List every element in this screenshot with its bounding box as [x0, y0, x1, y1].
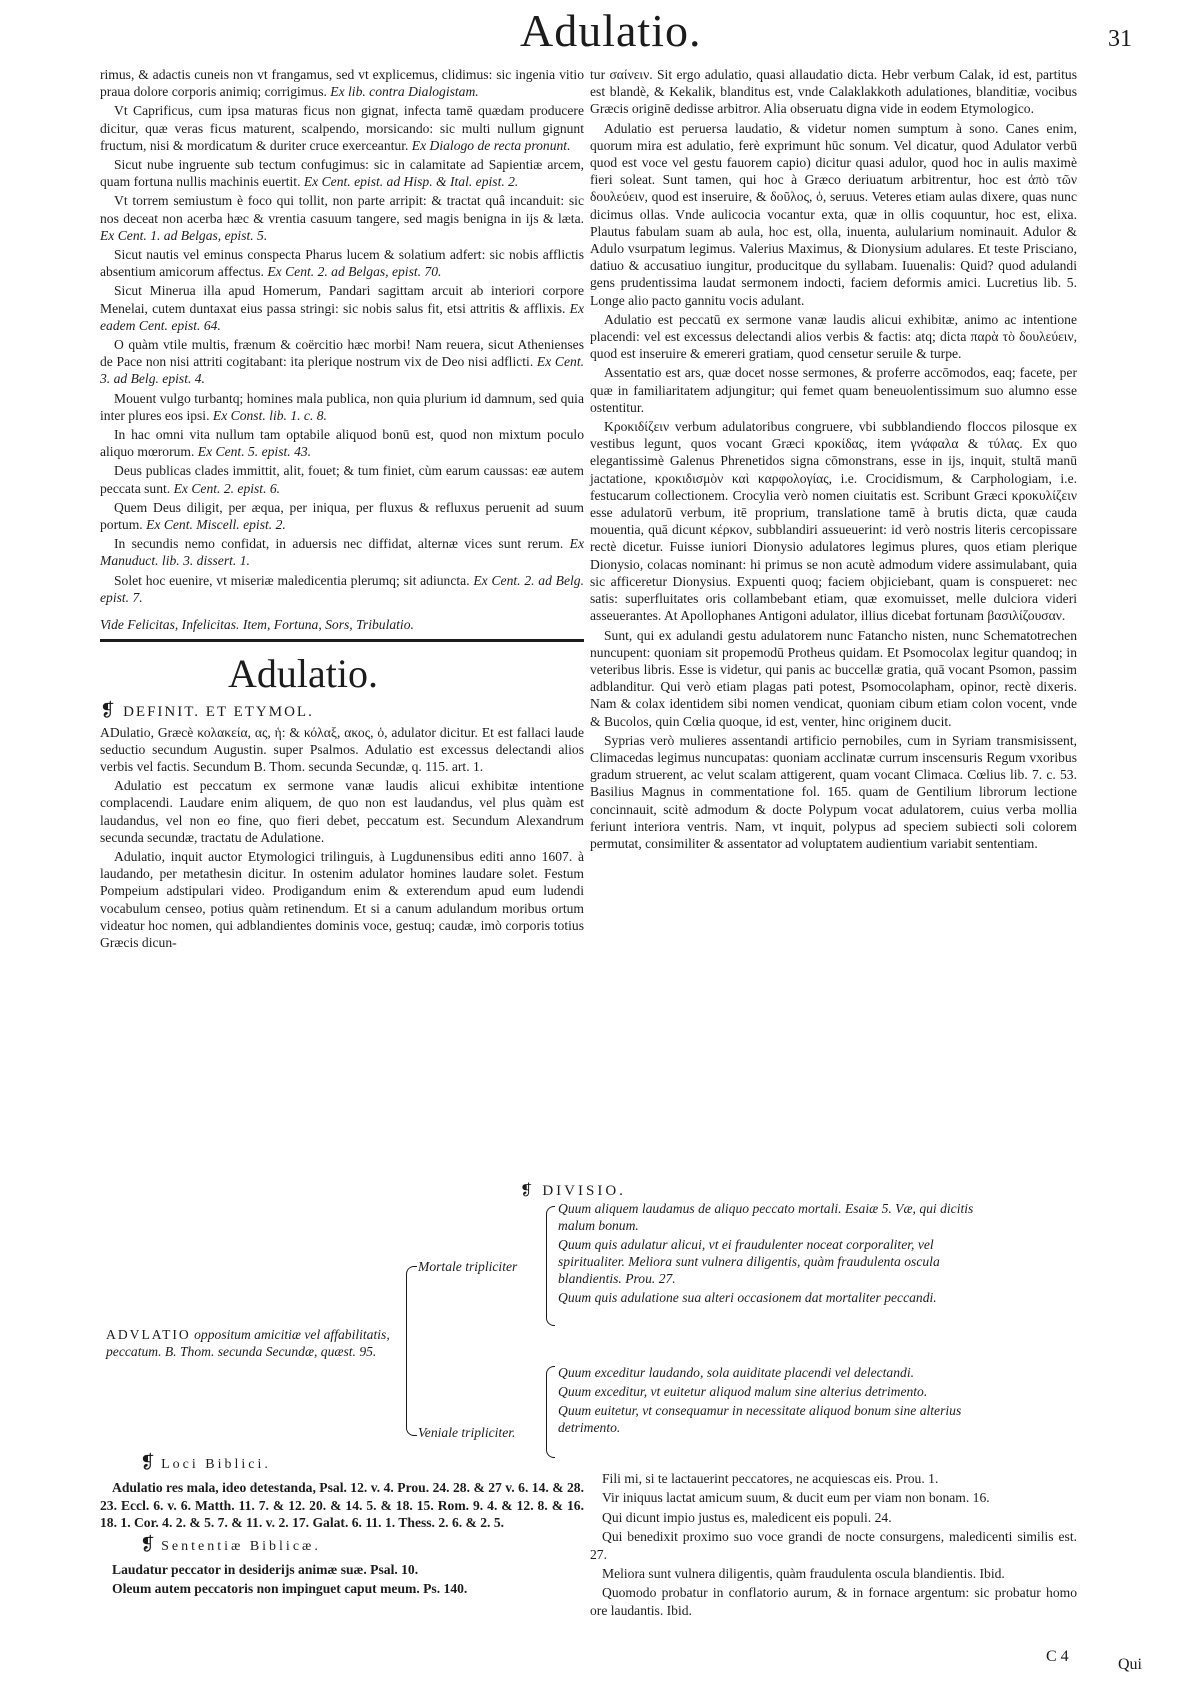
sententia-line: Fili mi, si te lactauerint peccatores, ne acquiescas eis. Prou. 1. [602, 1471, 939, 1486]
paragraph: Sicut nautis vel eminus conspecta Pharus lucem & solatium adfert: sic nobis afflictis absentium amicorum affectus. Ex Cent. 2. ad Belgas, epist. 70. [100, 247, 584, 280]
lower-left-column [100, 1450, 584, 1600]
brace-mortale-icon [546, 1206, 555, 1326]
running-head [0, 4, 1177, 64]
catchword: Qui [1118, 1656, 1142, 1673]
paragraph: Solet hoc euenire, vt miseriæ maledicentia plerumq; sit adiuncta. Ex Cent. 2. ad Belg. epist. 7. [100, 572, 584, 605]
list-item: Quum euitetur, vt consequamur in necessitate aliquod bonum sine alterius detrimento. [558, 1403, 962, 1435]
divisio-heading: ❡ DIVISIO. [520, 1183, 626, 1199]
paragraph: Adulatio est peruersa laudatio, & videtur nomen sumptum à sono. Canes enim, quorum mira est adulatio, ferè exprimunt hūc sonum. Vel dicatur, quod Adulator verbū quod est voce vel gestu fauorem capio) dicitur quasi adulor, quod hoc in aulis maximè fieri soleat. Sunt tamen, qui hoc à Græco deriuatum arbitrentur, hoc est ἀπὸ τῶν δουλεύειν, quod est inseruire, & δοῦλος, ὁ, seruus. Veteres etiam aulas dixere, quas nunc dicimus ollas. Vnde aulicocia vocantur exta, quæ in ollis coquuntur, hoc est, elixa. Plautus fabulam suam ab aula, hoc est, olla, inuenta, aulularium nominauit. Adulor & Adulo vsurpatum legimus. Valerius Maximus, & Dionysium adulares. Et teste Prisciano, datiuo & accusatiuo iungitur, producitque du syllabam. Iuuenalis: Quid? quod adulandi gens prudentissima laudat sermonem indocti, faciem deformis amici. Lucretius lib. 5. Longe alio pacto gannitu vocis adulant. [590, 120, 1077, 308]
veniale-label: Veniale tripliciter. [418, 1425, 516, 1440]
pilcrow-icon: ❡ [100, 700, 118, 721]
sententia-line: Qui dicunt impio justus es, maledicent eis populi. 24. [602, 1509, 892, 1525]
pilcrow-icon: ❡ [140, 1452, 156, 1472]
paragraph: Assentatio est ars, quæ docet nosse sermones, & proferre accōmodos, eaq; facete, per quæ in familiaritatem adjungitur; qui femet quam beneuolentissimum suo alumno esse ostentitur. [590, 365, 1077, 415]
sententia-line: Qui benedixit proximo suo voce grandi de nocte consurgens, maledicenti similis est. 27. [590, 1529, 1077, 1562]
list-item: Quum quis adulatur alicui, vt ei fraudulenter noceat corporaliter, vel spiritualiter. Meliora sunt vulnera diligentis, quàm fraudulenta oscula blandientis. Prou. 27. [558, 1237, 940, 1286]
pilcrow-icon: ❡ [520, 1183, 543, 1199]
loci-text: Adulatio res mala, ideo detestanda, Psal. 12. v. 4. Prou. 24. 28. & 27 v. 6. 14. & 28. 23. Eccl. 6. v. 6. Matth. 11. 7. & 12. 20. & 14. 5. & 18. 15. Rom. 9. 4. & 12. 8. & 16. 18. 1. Cor. 4. 2. & 5. 7. & 11. v. 2. 17. Galat. 6. 11. 1. Thess. 2. 6. & 2. 5. [100, 1480, 584, 1531]
sententia-line: Meliora sunt vulnera diligentis, quàm fraudulenta oscula blandientis. Ibid. [602, 1566, 1005, 1582]
see-also: Vide Felicitas, Infelicitas. Item, Fortuna, Sors, Tribulatio. [100, 617, 414, 633]
list-item: Quum quis adulatione sua alteri occasionem dat mortaliter peccandi. [558, 1290, 937, 1305]
list-item: Quum exceditur laudando, sola auiditate placendi vel delectandi. [558, 1365, 914, 1380]
list-item: Quum aliquem laudamus de aliquo peccato mortali. Esaiæ 5. Væ, qui dicitis malum bonum. [558, 1201, 974, 1233]
divisio-tree [100, 1196, 1077, 1441]
running-title: Adulatio. [520, 5, 702, 56]
paragraph: Vt torrem semiustum è foco qui tollit, non parte arripit: & tractat quâ incanduit: sic nos deceat non acerba hæc & vrentia casuum tangere, sed magis benigna in ijs & læta. Ex Cent. 1. ad Belgas, epist. 5. [100, 193, 584, 243]
brace-veniale-icon [546, 1366, 555, 1458]
paragraph: Deus publicas clades immittit, alit, fouet; & tum finiet, cùm earum caussas: eæ autem peccata sunt. Ex Cent. 2. epist. 6. [100, 463, 584, 496]
sententia-line: Quomodo probatur in conflatorio aurum, & in fornace argentum: sic probatur homo ore laudantis. Ibid. [590, 1585, 1077, 1618]
paragraph: O quàm vtile multis, frænum & coërcitio hæc morbi! Nam reuera, sicut Athenienses de Pace non nisi attriti cogitabant: ita plerique nostrum vix de Deo nisi adflicti. Ex Cent. 3. ad Belg. epist. 4. [100, 337, 584, 387]
veniale-items [558, 1364, 988, 1438]
sententiae-heading: ❡ Sententiæ Biblicæ. [140, 1533, 321, 1554]
paragraph: Syprias verò mulieres assentandi artificio pernobiles, cum in Syriam transmisissent, Climacedas legimus nuncupatas: quoniam acclinatæ currum inscensuris Regum vxoribus gradum struerent, ac velut scalam attigerent, quam vocant Climaca. Cœlius lib. 7. c. 53. Basilius Magnus in commentatione fol. 165. quam de Gentilium librorum lectione concinnauit, scitè admodum & docte Polypum vocat adulatorem, cuius verba mollia feriunt interiora ventris. Nam, vt inquit, polypus ad speciem subiecti soli colorem permutat, consimiliter & assentator ad voluptatem audientium variabit sententiam. [590, 732, 1077, 851]
section-heading: Adulatio. [228, 651, 378, 697]
mortale-label: Mortale tripliciter [418, 1259, 518, 1274]
paragraph: rimus, & adactis cuneis non vt frangamus, sed vt explicemus, clidimus: sic ingenia vitio praua dolore corporis animiq; corrigimus. Ex lib. contra Dialogistam. [100, 67, 584, 100]
loci-heading: ❡ Loci Biblici. [140, 1452, 271, 1472]
lower-right-column [590, 1470, 1077, 1621]
sententia-line: Laudatur peccator in desiderijs animæ suæ. Psal. 10. [112, 1562, 419, 1578]
paragraph: In hac omni vita nullum tam optabile aliquod bonū est, quod non mixtum poculo aliquo mœrorum. Ex Cent. 5. epist. 43. [100, 427, 584, 460]
sententia-line: Vir iniquus lactat amicum suum, & ducit eum per viam non bonam. 16. [602, 1490, 990, 1506]
paragraph: Mouent vulgo turbantq; homines mala publica, non quia plurium id damnum, sed quia inter plures eos ipsi. Ex Const. lib. 1. c. 8. [100, 390, 584, 423]
sententia-line: Oleum autem peccatoris non impinguet caput meum. Ps. 140. [112, 1581, 468, 1597]
section-rule [100, 639, 584, 642]
paragraph: Sicut nube ingruente sub tectum confugimus: sic in calamitate ad Sapientiæ arcem, quam fortuna nullis machinis euertit. Ex Cent. epist. ad Hisp. & Ital. epist. 2. [100, 157, 584, 190]
paragraph: Sunt, qui ex adulandi gestu adulatorem nunc Fatancho nisten, nunc Schematotrechen nuncupent: quoniam sit propemodū Protheus quidam. Et Psomocolax legitur quandoq; in veteribus libris. Esse is videtur, qui panis ac buccellæ gratia, quā vocant Psomon, passim adblanditur. Qui verò etiam plagas pati potest, Psomocolapham, opinor, rectè dixeris. Nam & colax identidem sibi nomen vendicat, quoniam cibum etiam colon vocent, vnde & Bucolos, quin Cœlia quoque, id est, venter, hinc originem ducit. [590, 627, 1077, 729]
brace-main-icon [406, 1266, 417, 1436]
signature-mark: C 4 [1046, 1648, 1069, 1665]
paragraph: Quem Deus diligit, per æqua, per iniqua, per fluxus & refluxus peruenit ad suum portum. Ex Cent. Miscell. epist. 2. [100, 499, 584, 533]
divisio-root: ADVLATIO oppositum amicitiæ vel affabilitatis, peccatum. B. Thom. secunda Secundæ, quæst. 95. [106, 1327, 390, 1359]
right-column [590, 66, 1077, 854]
paragraph: Sicut Minerua illa apud Homerum, Pandari sagittam arcuit ab interiori corpore Menelai, cutem duntaxat eius passa stringi: sic nobis salus fit, etsi attritis & afflixis. Ex eadem Cent. epist. 64. [100, 283, 584, 333]
subhead-definit: ❡ DEFINIT. ET ETYMOL. [100, 700, 314, 721]
paragraph: tur σαίνειν. Sit ergo adulatio, quasi allaudatio dicta. Hebr verbum Calak, id est, partitus est blandè, & Kekalik, blanditus est, vnde Calaklakkoth adulationes, blanditiæ, vocibus Græcis originē dedisse arbitror. Alia obseruatu digna vide in eodem Etymologico. [590, 67, 1077, 117]
paragraph: ADulatio, Græcè κολακεία, ας, ἡ: & κόλαξ, ακος, ὁ, adulator dicitur. Et est fallaci laude seductio secundum Augustin. super Psalmos. Adulatio est excessus delectandi alios verbis vel factis. Secundum B. Thom. secunda Secundæ, q. 115. art. 1. [100, 724, 584, 774]
paragraph: Κροκιδίζειν verbum adulatoribus congruere, vbi subblandiendo floccos pilosque ex vestibus legunt, quos vocant Græci κροκίδας, item γνάφαλα & τύλας. Ex quo elegantissimè Galenus Phrenetidos signa cōmonstrans, esse in ijs, inquit, stultā manū jactatione, κροκιδισμὸν καὶ καρφολογίας, i.e. Crocidismum, & Carphologiam, i.e. festucarum collectionem. Crocylia verò nomen ciuitatis est. Scribunt Græci κροκυλίζειν esse adulatorū verbum, itē proprium, translatione tamē à brutis dicta, quæ cauda mouentia, quā dicunt κέρκον, subblandiri assueuerint: id verò nostris literis cercopissare rectè dicetur. Fuisse iuniori Dionysio adulatores legimus plures, quos etiam plerique Dionysio, colacas nominant: hi primus se non acutè admodum videre assimulabant, quia sic afficeretur Dionysius. Expuenti quoq; faciem objiciebant, quam is conspueret: nec satis: superfluitates oris collambebant etiam, quæ exomuisset, melle dulciora videri asseuerantes. At Apollophanes Antigoni adulator, illius dicebat fortunam βασιλίζουσαν. [590, 419, 1077, 624]
left-column [100, 66, 584, 953]
paragraph: In secundis nemo confidat, in aduersis nec diffidat, alternæ vices sunt rerum. Ex Manuduct. lib. 3. dissert. 1. [100, 536, 585, 569]
paragraph: Adulatio est peccatū ex sermone vanæ laudis alicui exhibitæ, animo ac intentione placendi: vel est excessus delectandi alios verbis & factis: atq; dicta παρὰ τὸ δουλεύειν, quod est inseruire & emereri gratiam, quod censetur seruile & turpe. [590, 311, 1077, 362]
paragraph: Adulatio, inquit auctor Etymologici trilinguis, à Lugdunensibus editi anno 1607. à laudando, per metathesin dicitur. In ostenim adulator homines laudare solet. Festum Pompeium adstipulari video. Prodigandum enim & exterendum apud eum ludendi vocabulum censeo, potius quàm retinendum. Et si a canum adulandum moribus ortum videatur hoc nomen, qui adblandientes dominis voce, gestuq; caudæ, imò corporis totius Græcis dicun- [100, 848, 584, 950]
pilcrow-icon: ❡ [140, 1533, 156, 1554]
list-item: Quum exceditur, vt euitetur aliquod malum sine alterius detrimento. [558, 1384, 928, 1399]
page-number: 31 [1108, 26, 1132, 52]
paragraph: Vt Caprificus, cum ipsa maturas ficus non gignat, infecta tamē quædam producere dicitur, quæ veras ficus maturent, scalpendo, morsicando: sic multi nullum gignunt fructum, nisi & mordicatum & duriter cruce exerceantur. Ex Dialogo de recta pronunt. [100, 103, 584, 153]
mortale-items [558, 1200, 988, 1308]
paragraph: Adulatio est peccatum ex sermone vanæ laudis alicui exhibitæ intentione complacendi. Laudare enim aliquem, de quo non est laudandus, vel plus quàm est laudandus, vel non eo fine, quo fieri debet, peccatum est. Secundum Alexandrum secunda secundæ, tractatu de Adulatione. [100, 778, 584, 845]
